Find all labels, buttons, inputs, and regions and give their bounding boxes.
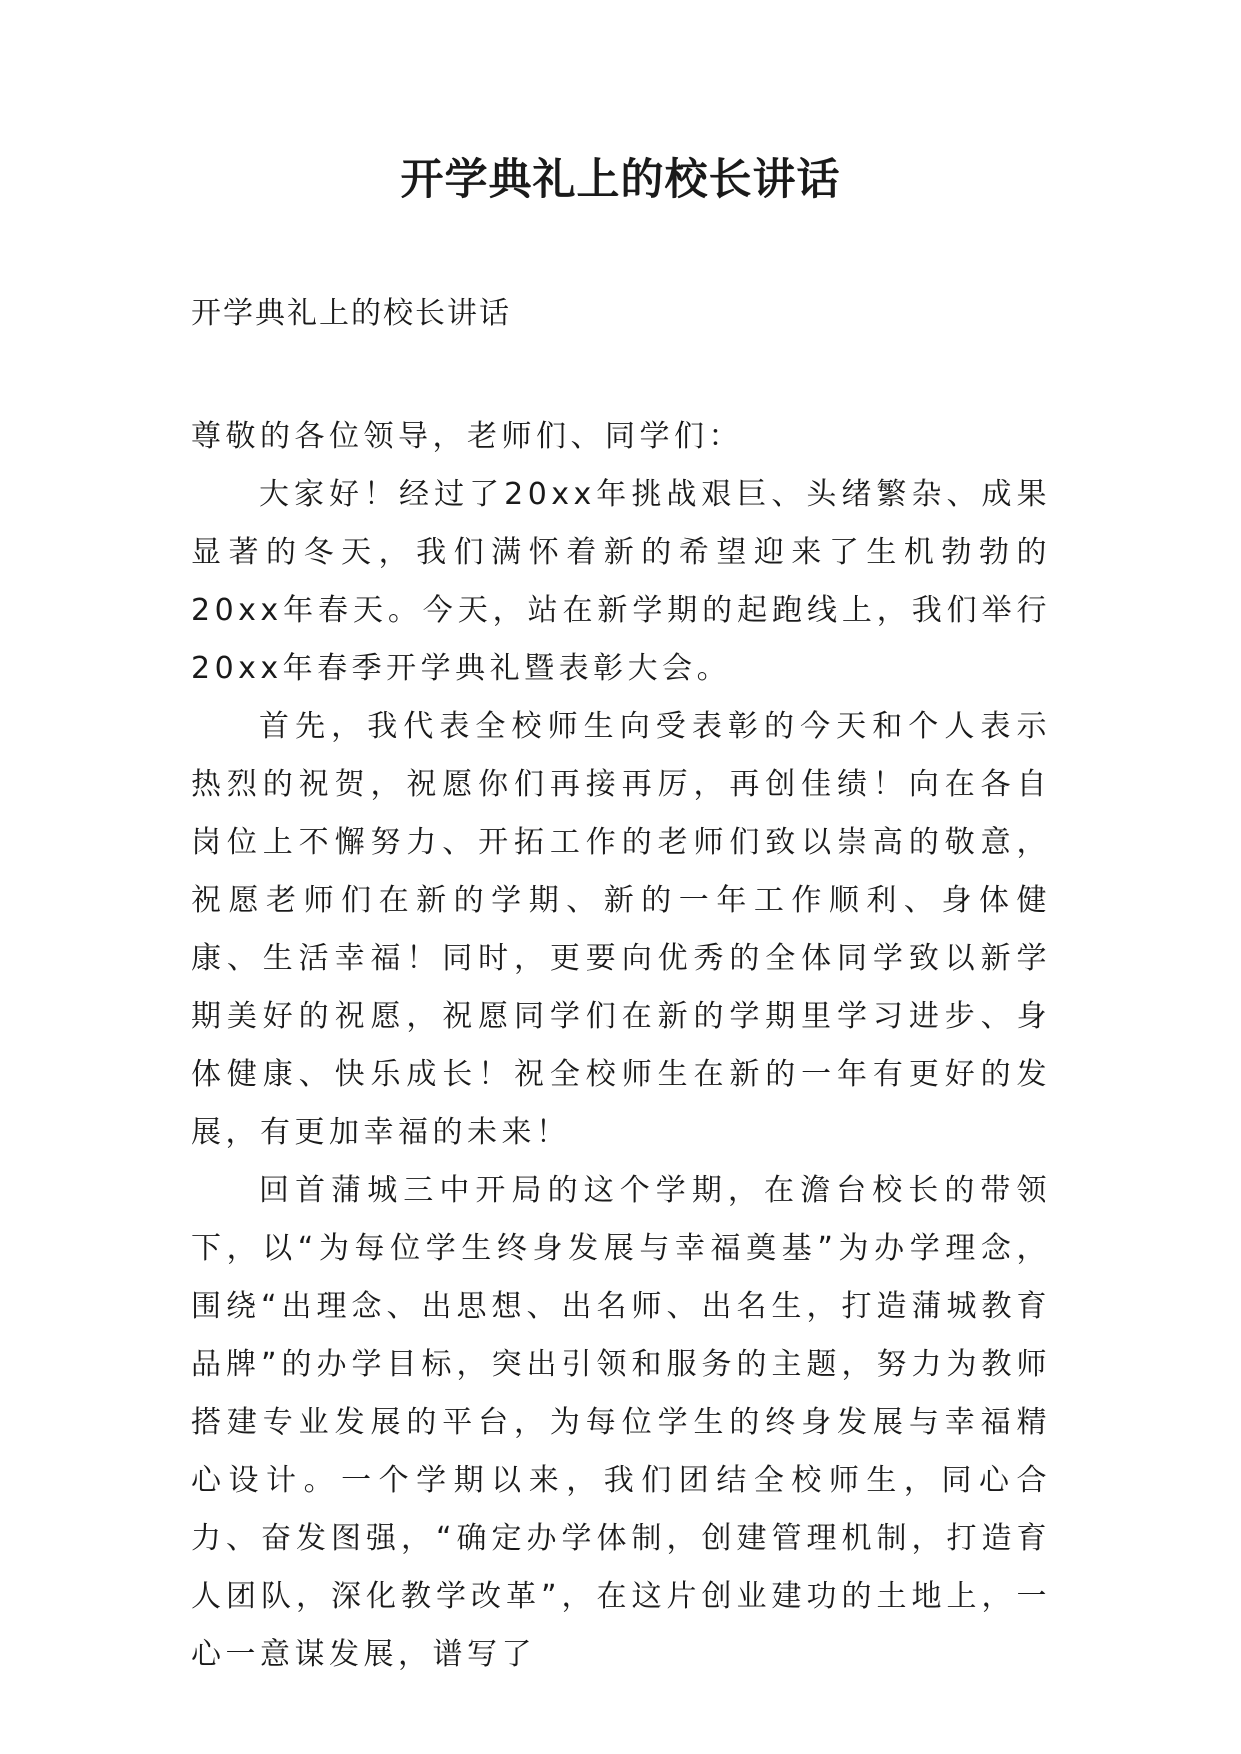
document-subtitle: 开学典礼上的校长讲话 xyxy=(191,296,511,331)
paragraph-1: 大家好！经过了20xx年挑战艰巨、头绪繁杂、成果显著的冬天，我们满怀着新的希望迎来了生机勃勃的20xx年春天。今天，站在新学期的起跑线上，我们举行20xx年春季开学典礼暨表彰大会。 xyxy=(191,477,1051,686)
paragraph-2: 首先，我代表全校师生向受表彰的今天和个人表示热烈的祝贺，祝愿你们再接再厉，再创佳绩！向在各自岗位上不懈努力、开拓工作的老师们致以崇高的敬意，祝愿老师们在新的学期、新的一年工作顺利、身体健康、生活幸福！同时，更要向优秀的全体同学致以新学期美好的祝愿，祝愿同学们在新的学期里学习进步、身体健康、快乐成长！祝全校师生在新的一年有更好的发展，有更加幸福的未来！ xyxy=(191,709,1051,1150)
document-title: 开学典礼上的校长讲话 xyxy=(400,155,841,205)
document-body xyxy=(191,408,1051,1684)
paragraph-3: 回首蒲城三中开局的这个学期，在澹台校长的带领下，以“为每位学生终身发展与幸福奠基”为办学理念，围绕“出理念、出思想、出名师、出名生，打造蒲城教育品牌”的办学目标，突出引领和服务的主题，努力为教师搭建专业发展的平台，为每位学生的终身发展与幸福精心设计。一个学期以来，我们团结全校师生，同心合力、奋发图强，“确定办学体制，创建管理机制，打造育人团队，深化教学改革”，在这片创业建功的土地上，一心一意谋发展，谱写了 xyxy=(191,1173,1051,1672)
salutation: 尊敬的各位领导，老师们、同学们： xyxy=(191,419,743,454)
